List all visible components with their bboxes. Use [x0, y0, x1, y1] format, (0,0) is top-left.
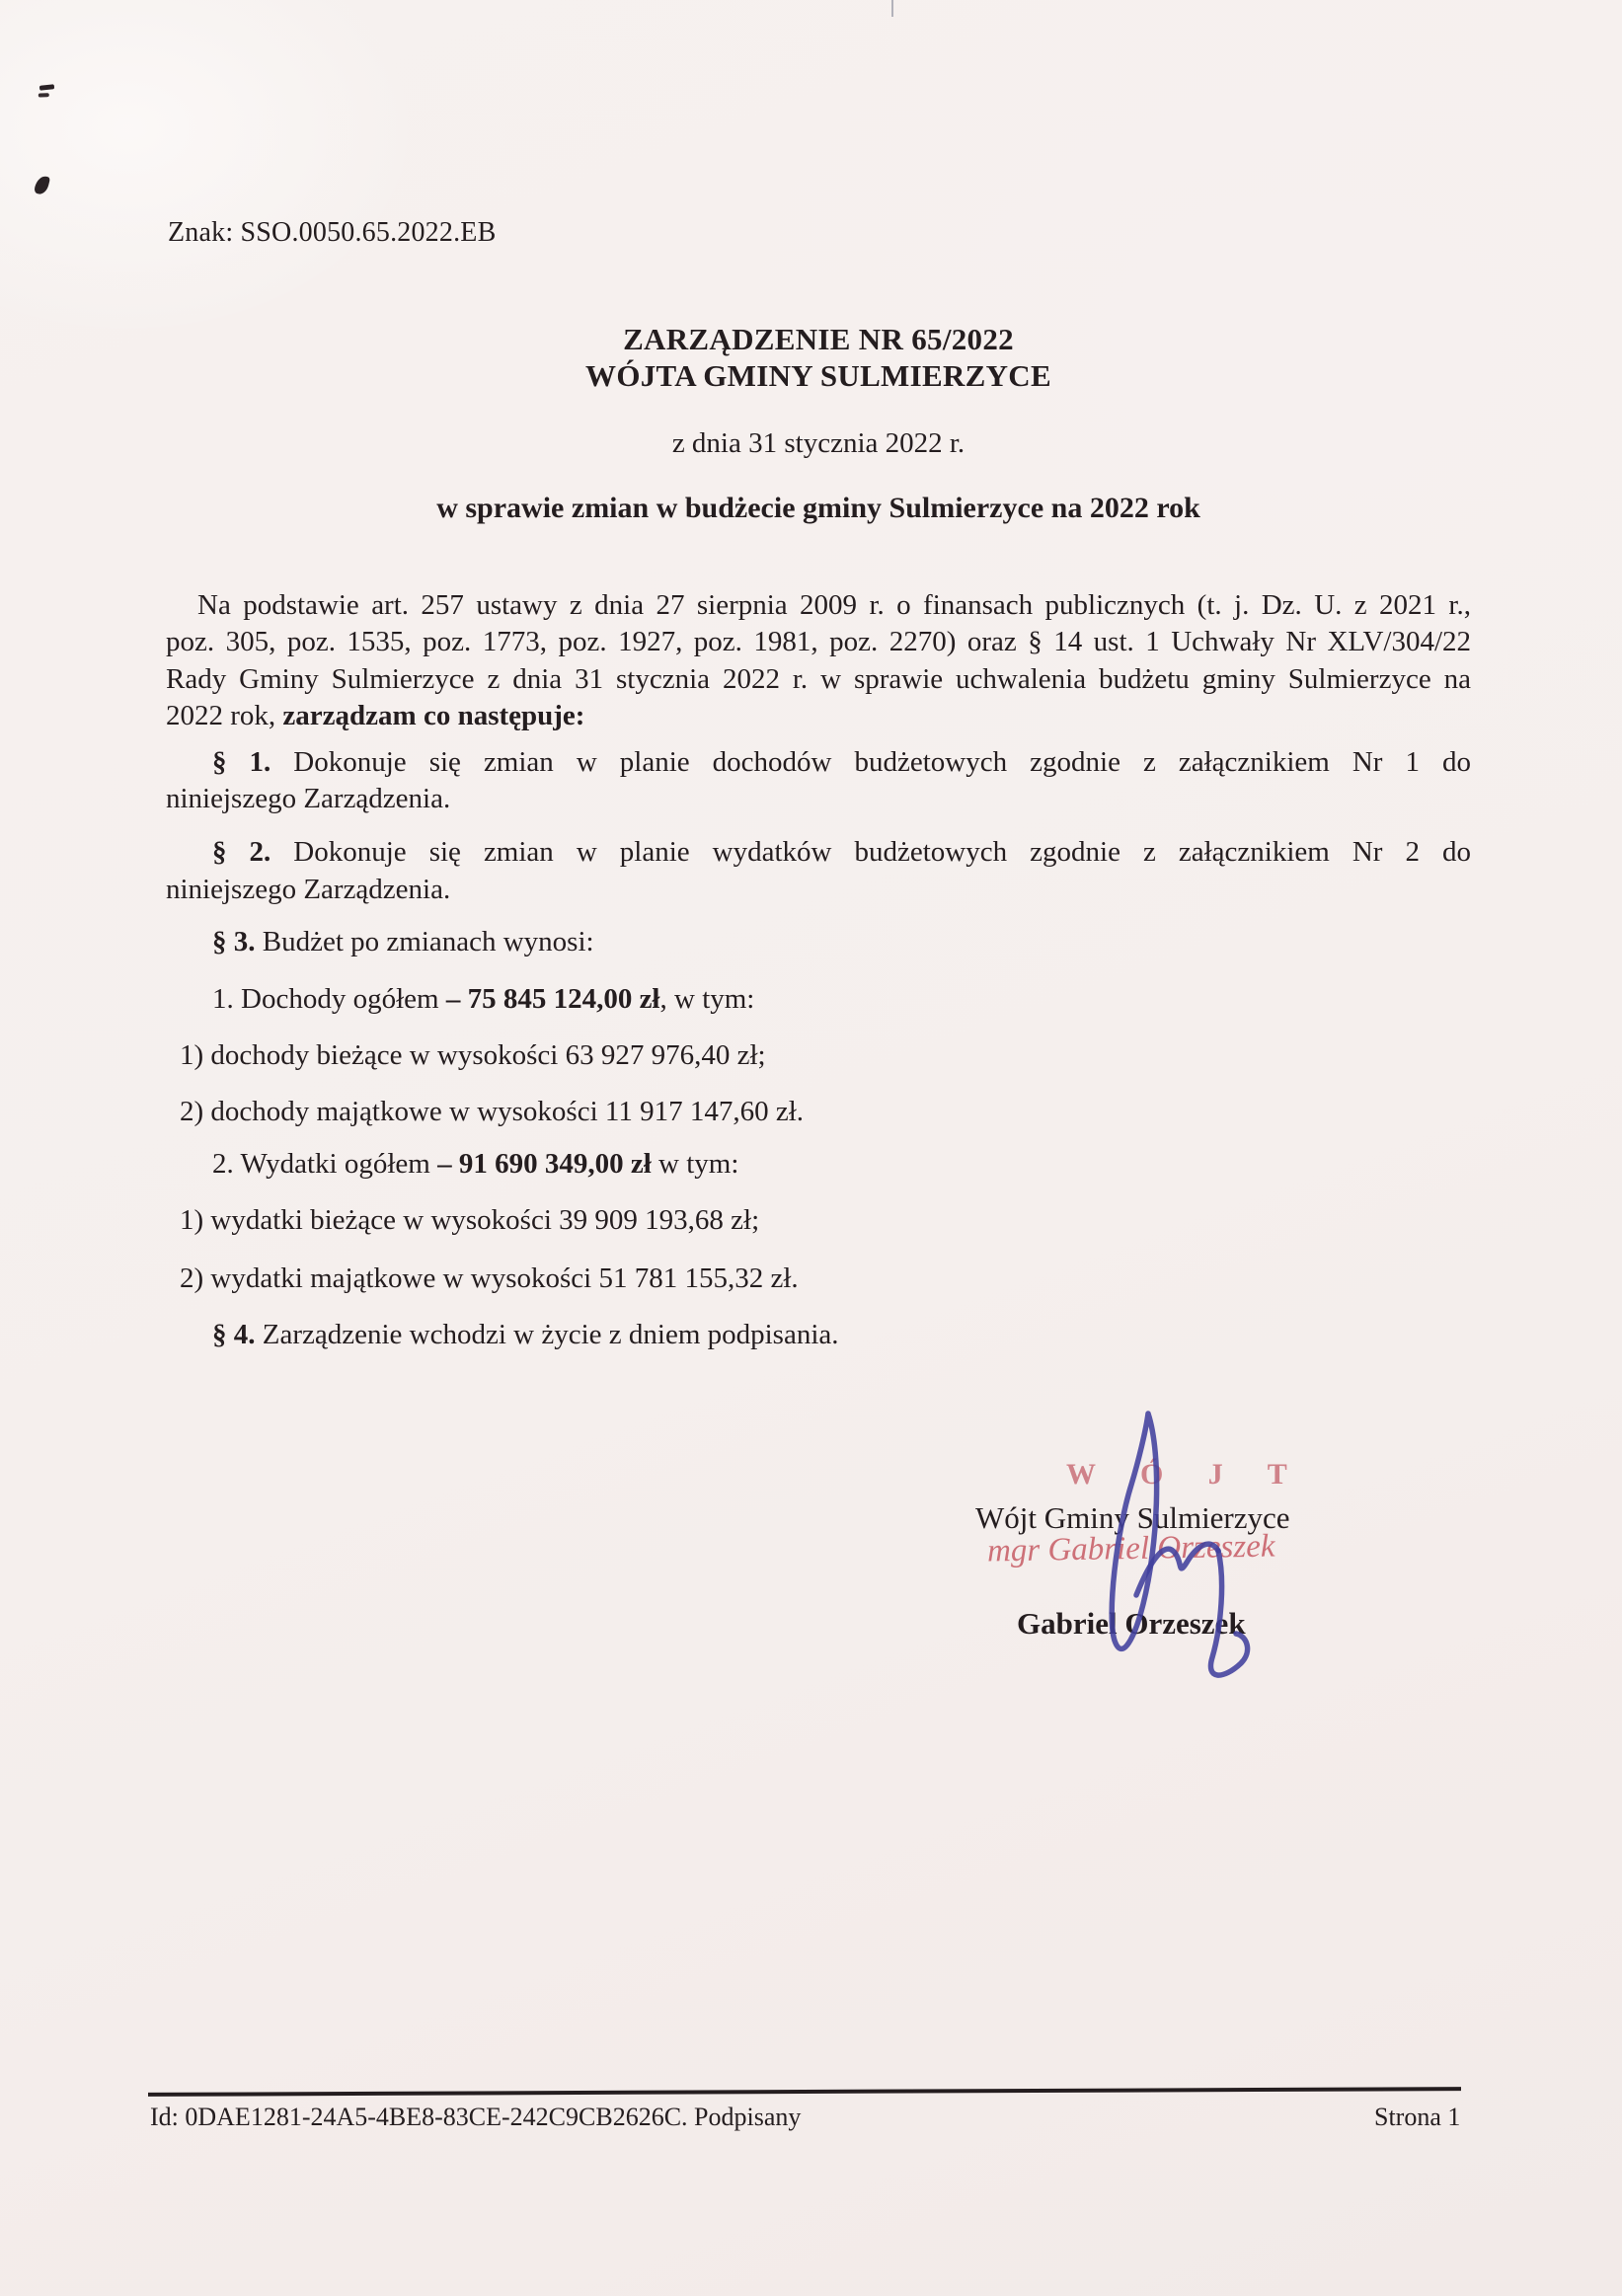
mayor-stamp-name-text: mgr Gabriel Orzeszek [986, 1528, 1275, 1569]
section-4 [166, 1317, 1471, 1353]
expense-capital-item [166, 1261, 1471, 1297]
expense-total-item [166, 1146, 1471, 1183]
expense-current-item [166, 1202, 1471, 1239]
paragraph-line: poz. 305, poz. 1535, poz. 1773, poz. 1927, poz. 1981, poz. 2270) oraz § 14 ust. 1 Uchwały Nr XLV/304/22 [166, 626, 1471, 658]
legal-basis-paragraph [166, 587, 1471, 735]
scan-line-artifact [891, 0, 893, 17]
paragraph-line: 1) dochody bieżące w wysokości 63 927 976,40 zł; [180, 1039, 766, 1072]
signer-name: Gabriel Orzeszek [1017, 1606, 1246, 1641]
income-total-item [166, 981, 1471, 1018]
footer-page-number: Strona 1 [1374, 2103, 1461, 2131]
section-3 [166, 924, 1471, 960]
paragraph-line: 2022 rok, zarządzam co następuje: [166, 700, 585, 732]
paragraph-line: § 1. Dokonuje się zmian w planie dochodów budżetowych zgodnie z załącznikiem Nr 1 do [212, 745, 1472, 778]
signer-role-line: Wójt Gminy Sulmierzyce [975, 1500, 1290, 1535]
decree-issuer-title: WÓJTA GMINY SULMIERZYCE [585, 358, 1051, 393]
paragraph-line: § 2. Dokonuje się zmian w planie wydatków budżetowych zgodnie z załącznikiem Nr 2 do [212, 836, 1472, 869]
paragraph-line: niniejszego Zarządzenia. [166, 873, 451, 905]
section-1 [166, 744, 1471, 818]
paragraph-line: 1) wydatki bieżące w wysokości 39 909 193,68 zł; [180, 1204, 760, 1237]
paragraph-line: 2. Wydatki ogółem – 91 690 349,00 zł w tym: [212, 1147, 739, 1180]
mayor-stamp-role-text: W Ó J T [1066, 1458, 1306, 1491]
document-body [166, 587, 1471, 1354]
scan-speck-artifact [34, 175, 50, 196]
paragraph-line: 1. Dochody ogółem – 75 845 124,00 zł, w tym: [212, 982, 755, 1015]
paragraph-line: § 4. Zarządzenie wchodzi w życie z dniem podpisania. [212, 1319, 839, 1351]
section-2 [166, 834, 1471, 908]
paragraph-line: niniejszego Zarządzenia. [166, 783, 451, 815]
paragraph-line: Rady Gminy Sulmierzyce z dnia 31 stycznia 2022 r. w sprawie uchwalenia budżetu gminy Sulmierzyce na [166, 662, 1471, 695]
paragraph-line: § 3. Budżet po zmianach wynosi: [212, 926, 594, 958]
paragraph-line: Na podstawie art. 257 ustawy z dnia 27 sierpnia 2009 r. o finansach publicznych (t. j. Dz. U. z 2021 r., [197, 589, 1471, 621]
scan-speck-artifact [39, 84, 54, 91]
footer-document-id: Id: 0DAE1281-24A5-4BE8-83CE-242C9CB2626C. Podpisany [150, 2103, 802, 2131]
decree-subject-line: w sprawie zmian w budżecie gminy Sulmierzyce na 2022 rok [436, 492, 1200, 524]
income-current-item [166, 1037, 1471, 1074]
footer-divider-rule [148, 2087, 1461, 2097]
paragraph-line: 2) dochody majątkowe w wysokości 11 917 147,60 zł. [180, 1096, 804, 1128]
paragraph-line: 2) wydatki majątkowe w wysokości 51 781 155,32 zł. [180, 1262, 799, 1294]
income-capital-item [166, 1094, 1471, 1130]
decree-date-line: z dnia 31 stycznia 2022 r. [671, 427, 965, 459]
decree-title: ZARZĄDZENIE NR 65/2022 [623, 322, 1014, 356]
document-reference: Znak: SSO.0050.65.2022.EB [168, 217, 497, 248]
